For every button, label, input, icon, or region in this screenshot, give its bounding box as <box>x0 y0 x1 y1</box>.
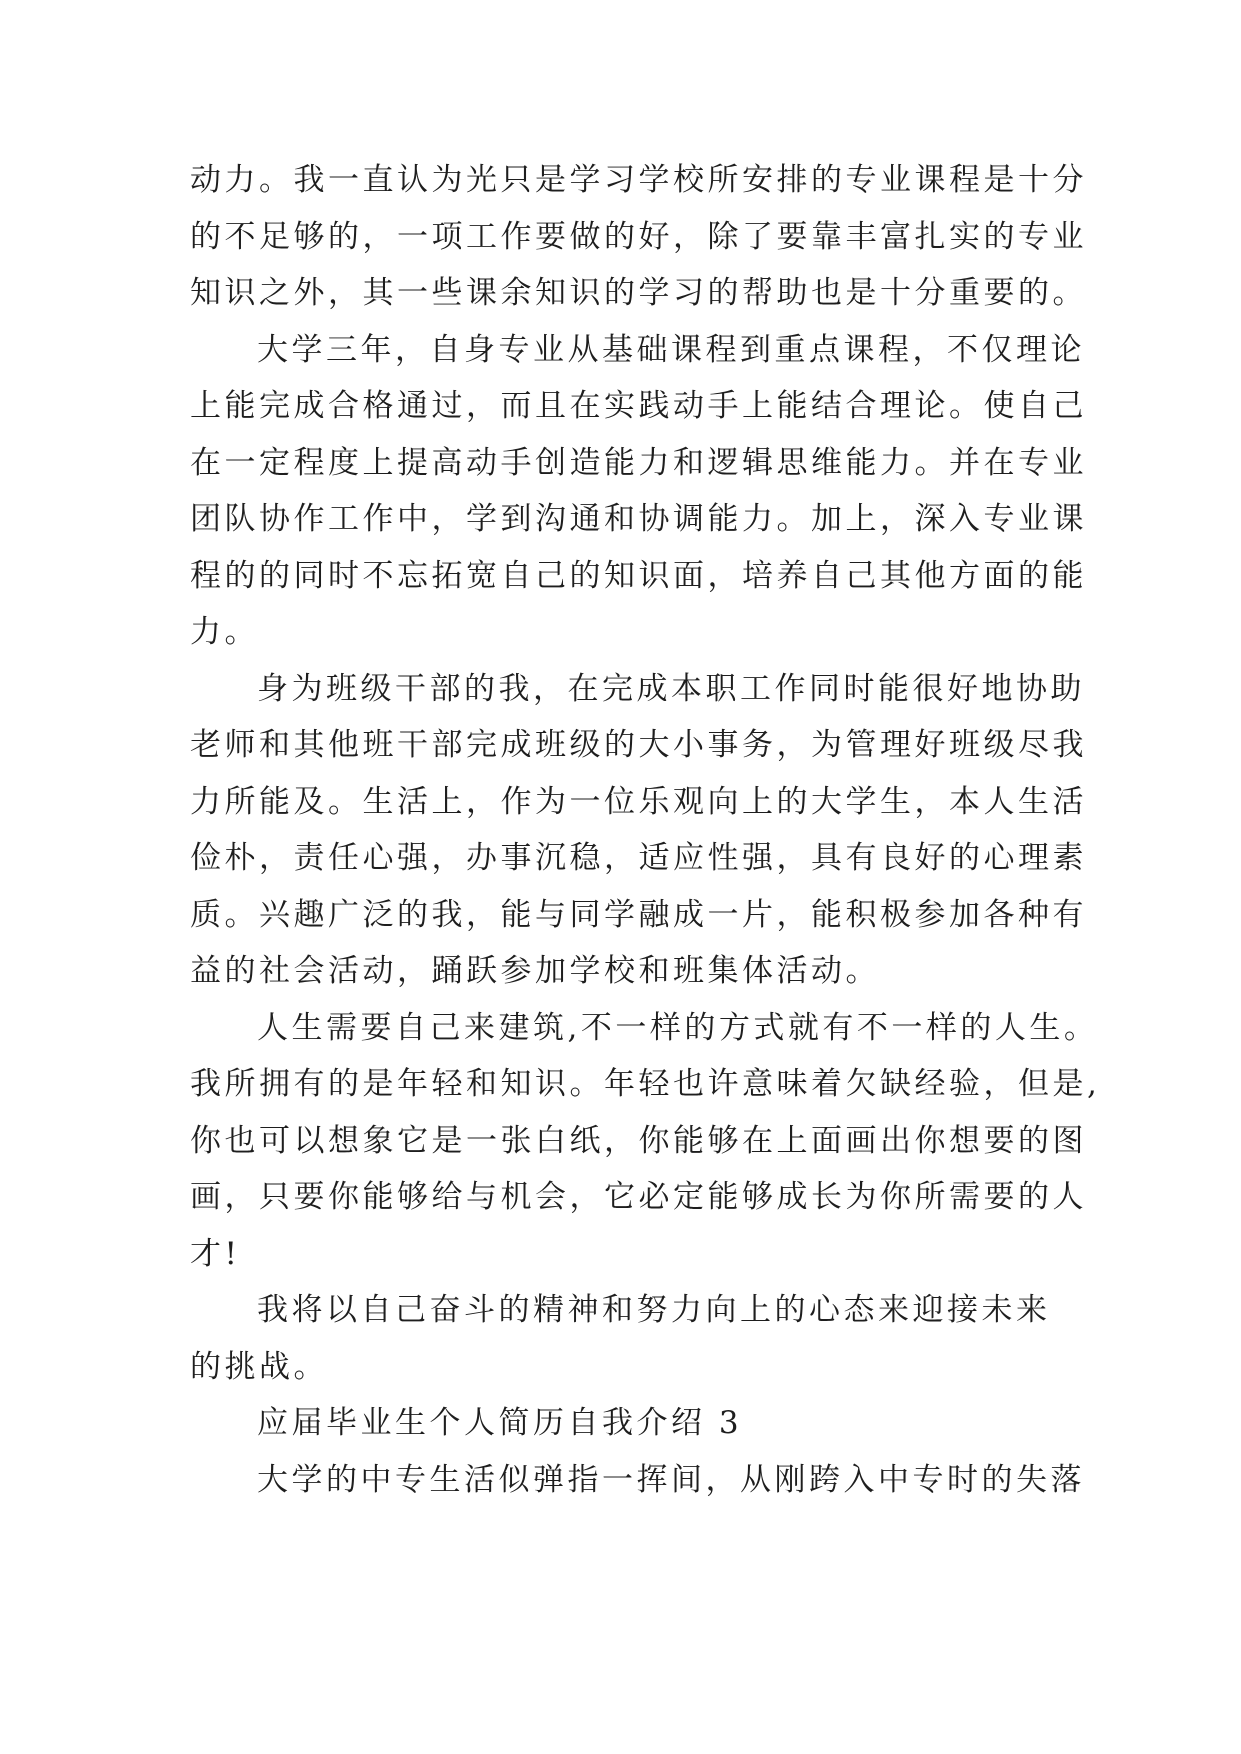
text-line: 力所能及。生活上，作为一位乐观向上的大学生，本人生活 <box>190 783 1087 820</box>
text-line: 你也可以想象它是一张白纸，你能够在上面画出你想要的图 <box>190 1122 1087 1159</box>
paragraph-first-line: 我将以自己奋斗的精神和努力向上的心态来迎接未来 <box>257 1292 1051 1328</box>
section-heading: 应届毕业生个人简历自我介绍 3 <box>257 1405 743 1441</box>
text-line: 在一定程度上提高动手创造能力和逻辑思维能力。并在专业 <box>190 444 1087 481</box>
paragraph-first-line: 人生需要自己来建筑,不一样的方式就有不一样的人生。 <box>257 1009 1099 1046</box>
text-line: 益的社会活动，踊跃参加学校和班集体活动。 <box>190 953 880 989</box>
document-body <box>190 152 1101 1508</box>
text-line: 的不足够的，一项工作要做的好，除了要靠丰富扎实的专业 <box>190 218 1087 255</box>
text-line: 俭朴，责任心强，办事沉稳，适应性强，具有良好的心理素 <box>190 840 1087 876</box>
paragraph-first-line: 大学三年，自身专业从基础课程到重点课程，不仅理论 <box>257 331 1085 368</box>
text-line: 上能完成合格通过，而且在实践动手上能结合理论。使自己 <box>190 388 1087 424</box>
text-line: 知识之外，其一些课余知识的学习的帮助也是十分重要的。 <box>190 275 1087 311</box>
text-line: 程的的同时不忘拓宽自己的知识面，培养自己其他方面的能 <box>190 557 1087 594</box>
text-line: 力。 <box>190 614 259 650</box>
text-line: 才! <box>190 1235 241 1272</box>
text-line: 质。兴趣广泛的我，能与同学融成一片，能积极参加各种有 <box>190 896 1087 933</box>
text-line: 的挑战。 <box>190 1348 328 1385</box>
text-line: 老师和其他班干部完成班级的大小事务，为管理好班级尽我 <box>190 727 1087 763</box>
text-line: 动力。我一直认为光只是学习学校所安排的专业课程是十分 <box>190 162 1087 198</box>
text-line: 团队协作工作中，学到沟通和协调能力。加上，深入专业课 <box>190 501 1087 537</box>
paragraph-first-line: 大学的中专生活似弹指一挥间，从刚跨入中专时的失落 <box>257 1461 1085 1498</box>
text-line: 画，只要你能够给与机会，它必定能够成长为你所需要的人 <box>190 1179 1087 1215</box>
text-line: 我所拥有的是年轻和知识。年轻也许意味着欠缺经验，但是, <box>190 1066 1101 1102</box>
paragraph-first-line: 身为班级干部的我，在完成本职工作同时能很好地协助 <box>257 670 1085 707</box>
